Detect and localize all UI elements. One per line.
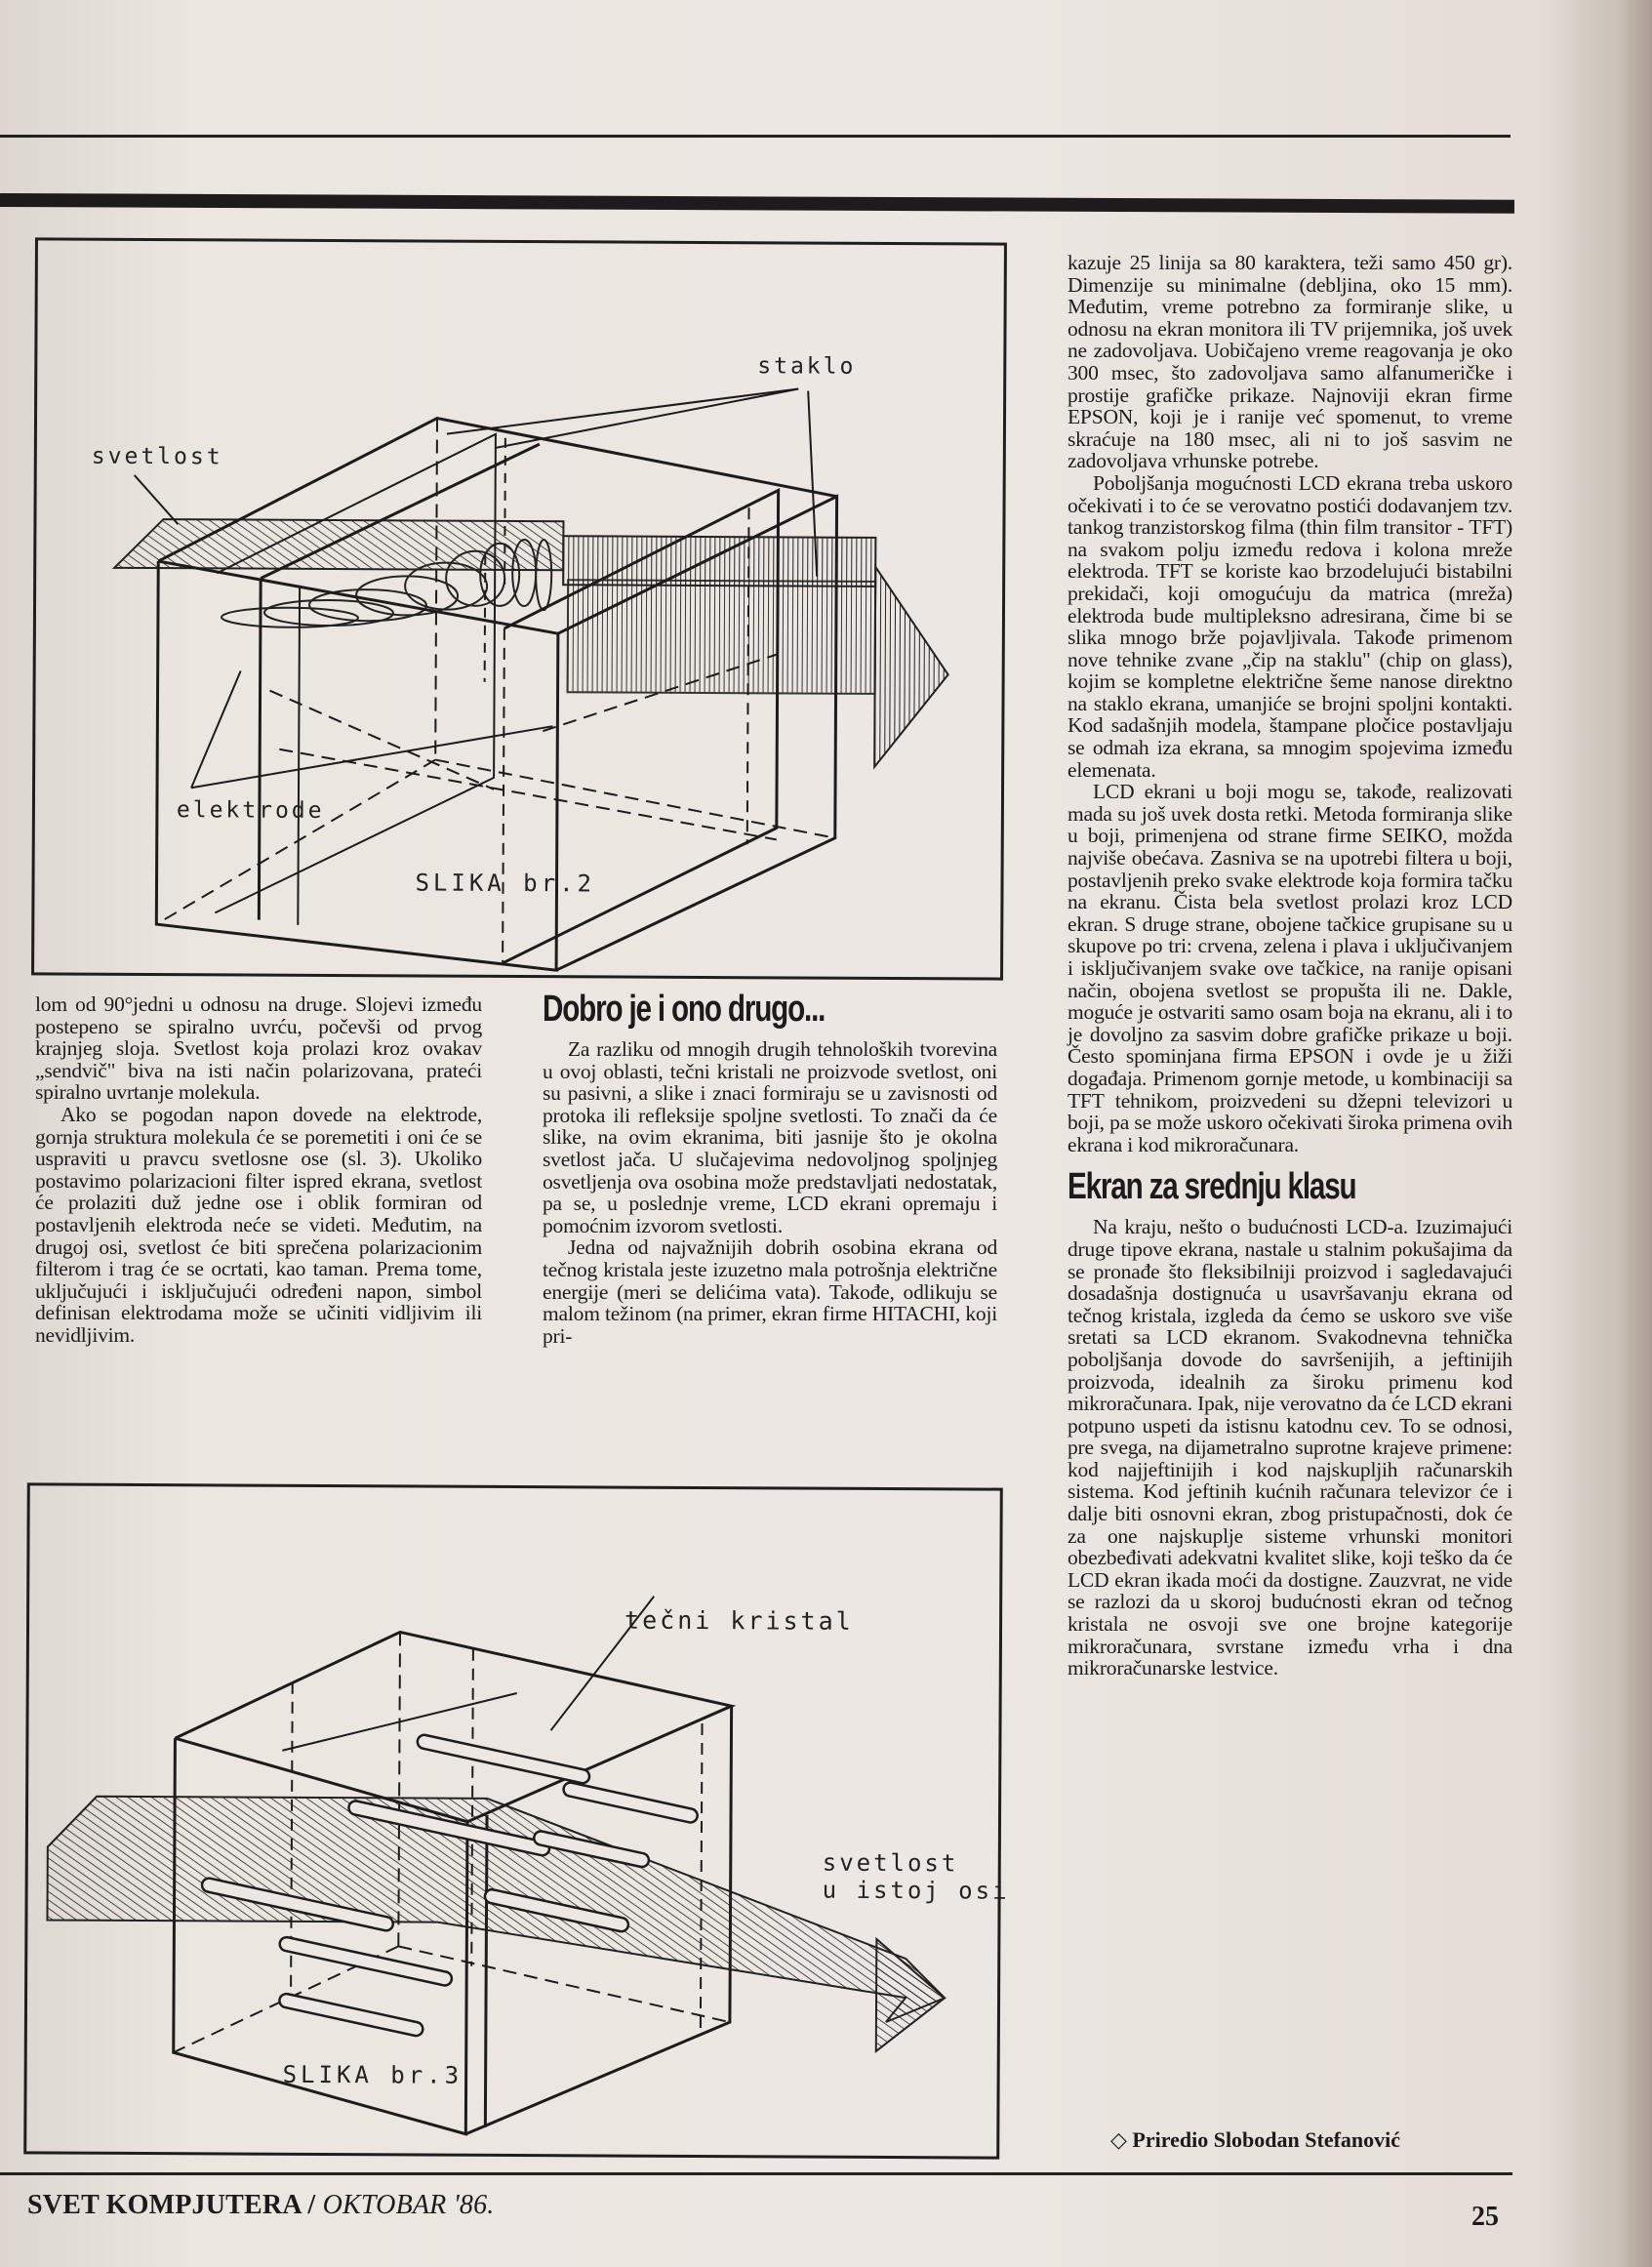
section-heading-dobro-je: Dobro je i ono drugo... [543,989,826,1030]
column-right [1068,252,1512,1680]
figure-3-drawing [26,1485,1000,2156]
label-tecni-kristal: tečni kristal [625,1605,854,1636]
top-thin-rule [0,135,1511,138]
figure-3 [23,1482,1010,2159]
page-spine [1613,0,1652,2267]
column-middle [543,988,997,1347]
paragraph: Za razliku od mnogih drugih tehnoloških tvorevina u ovoj oblasti, tečni kristali ne proizvode svetlost, oni su pasivni, a slike i znaci formiraju se u zavisnosti od protoka ili refleksije spoljne svetlosti. To znači da će slike, na ovim ekranima, biti jasnije što je okolna svetlost jača. U slučajevima nedovoljnog spoljnjeg osvetljenja ova osobina može predstavljati nedostatak, pa se, u poslednje vreme, LCD ekrani opremaju i pomoćnim izvorom svetlosti. [543,1037,997,1237]
label-svetlost-u-istoj-osi-2: u istoj osi [822,1876,1010,1905]
figure-2-caption: SLIKA br.2 [415,869,596,898]
page-number: 25 [1471,2202,1499,2232]
issue-date: OKTOBAR '86. [322,2190,495,2220]
paragraph: Jedna od najvažnijih dobrih osobina ekrana od tečnog kristala jeste izuzetno mala potrošnja električne energije (meri se delićima vata). Takođe, odlikuju se malom težinom (na primer, ekran firme HITACHI, koji pri- [543,1235,997,1348]
label-svetlost-u-istoj-osi-1: svetlost [822,1848,959,1878]
figure-3-caption: SLIKA br.3 [282,2060,463,2089]
label-svetlost: svetlost [91,443,223,470]
author-byline: ◇ Priredio Slobodan Stefanović [1110,2127,1401,2152]
paragraph: Ako se pogodan napon dovede na elektrode, gornja struktura molekula će se poremetiti i oni će se uspraviti u pravcu svetlosne ose (sl. 3). Ukoliko postavimo polarizacioni filter ispred ekrana, svetlost će prolaziti duž jedne ose i oblik formiran od postavljenih elektroda neće se videti. Međutim, na drugoj osi, svetlost će biti sprečena polarizacionim filterom i trag će se ocrtati, kao taman. Prema tome, uključujući i isključujući određeni napon, simbol definisan elektrodama može se učiniti vidljivim ili nevidljivim. [35,1102,482,1347]
section-heading-ekran-za-srednju-klasu: Ekran za srednju klasu [1068,1166,1356,1208]
paragraph: LCD ekrani u boji mogu se, takođe, realizovati mada su još uvek dosta retki. Metoda formiranja slike u boji, primenjena od strane firme SEIKO, možda najviše obećava. Zasniva se na upotrebi filtera u boji, postavljenih preko svake elektrode koja formira tačku na ekranu. Čista bela svetlost prolazi kroz LCD ekran. S druge strane, obojene tačkice grupisane su u skupove po tri: crvena, zelena i plava i uključivanjem i isključivanjem svake ove tačkice, na ranije opisani način, obojena svetlost se propušta ili ne. Dakle, moguće je ostvariti samo osam boja na ekranu, ali i to je dovoljno za sasvim dobre grafičke prikaze u boji. Često spominjana firma EPSON i ovde je u žiži događaja. Primenom gornje metode, u kombinaciji sa TFT tehnikom, proizvedeni su džepni televizori u boji, pa se može uskoro očekivati široka primena ovih ekrana i kod mikroračunara. [1068,780,1512,1156]
top-thick-rule [0,193,1514,214]
label-staklo: staklo [757,353,857,380]
figure-2 [31,237,1007,980]
label-elektrode: elektrode [176,797,325,824]
footer-rule [0,2172,1512,2175]
magazine-name: SVET KOMPJUTERA / [27,2190,316,2220]
paragraph: lom od 90°jedni u odnosu na druge. Slojevi između postepeno se spiralno uvrću, počevši od prvog krajnjeg sloja. Svetlost koja prolazi kroz ovakav „sendvič" biva na isti način polarizovana, prateći spiralno uvrtanje molekula. [35,992,482,1105]
paragraph: kazuje 25 linija sa 80 karaktera, teži samo 450 gr). Dimenzije su minimalne (debljina, oko 15 mm). Međutim, vreme potrebno za formiranje slike, u odnosu na ekran monitora ili TV prijemnika, još uvek ne zadovoljava. Uobičajeno vreme reagovanja je oko 300 msec, što zadovoljava samo alfanumeričke i prostije grafičke prikaze. Najnoviji ekran firme EPSON, koji je i ranije već spomenut, to vreme skraćuje na 180 msec, ali ni to još sasvim ne zadovoljava vrhunske potrebe. [1068,251,1512,473]
footer-magazine-title [27,2190,494,2221]
figure-2-drawing [34,240,1004,977]
paragraph: Na kraju, nešto o budućnosti LCD-a. Izuzimajući druge tipove ekrana, nastale u stalnim pokušajima da se pronađe što fleksibilniji proizvod i sagledavajući dosadašnja dostignuća u usavršavanju ekrana od tečnog kristala, izgleda da ćemo se uskoro sve više sretati sa LCD ekranom. Svakodnevna tehnička poboljšanja dovode do savršenijih, a jeftinijih proizvoda, idealnih za široku primenu kod mikroračunara. Ipak, nije verovatno da će LCD ekrani potpuno uspeti da istisnu katodnu cev. To se odnosi, pre svega, na dijametralno suprotne krajeve primene: kod najjeftinijih i kod najskupljih računarskih sistema. Kod jeftinih kućnih računara televizor će i dalje biti osnovni ekran, zbog pristupačnosti, dok će za one najskuplje sisteme vrhunski monitori obezbeđivati adekvatni kvalitet slike, koji teško da će LCD ekran ikada moći da dostigne. Zauzvrat, ne vide se razlozi da u skoroj budućnosti ekran od tečnog kristala ne osvoji sve one brojne kategorije mikroračunara, svrstane između vrha i dna mikroračunarske lestvice. [1068,1215,1512,1680]
column-left [35,993,482,1347]
paragraph: Poboljšanja mogućnosti LCD ekrana treba uskoro očekivati i to će se verovatno postići dodavanjem tzv. tankog tranzistorskog filma (thin film transitor - TFT) na svakom polju između redova i kolona mreže elektroda. TFT se koriste kao brzodelujući bistabilni prekidači, koji omogućuju da matrica (mreža) elektroda bude multipleksno adresirana, čime bi se slika mnogo brže pojavljivala. Takođe primenom nove tehnike zvane „čip na staklu" (chip on glass), kojim se kompletne električne šeme nanose direktno na staklo ekrana, umanjiće se brojni spoljni kontakti. Kod sadašnjih modela, štampane pločice postavljaju se odmah iza ekrana, sa mnogim spojevima između elemenata. [1068,470,1512,782]
